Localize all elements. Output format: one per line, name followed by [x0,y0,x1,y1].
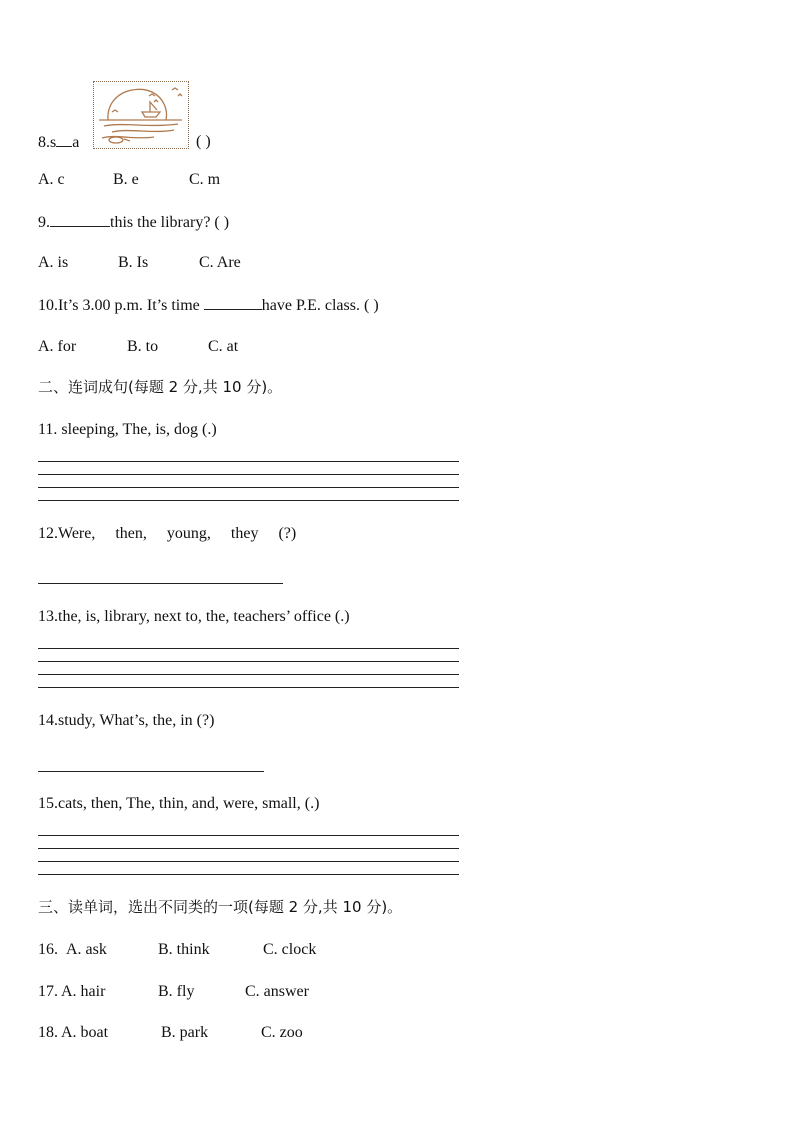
q9-number: 9. [38,214,50,231]
q10-text-before: 10.It’s 3.00 p.m. It’s time [38,297,204,314]
q18-option-b: B. park [161,1024,209,1041]
q10-text-after: have P.E. class. ( ) [261,297,379,314]
q8-option-c: C. m [189,171,221,188]
q11-answer-line-2[interactable] [38,474,459,475]
q9-option-b: B. Is [118,254,149,271]
question-11: 11. sleeping, The, is, dog (.) [38,421,217,438]
q13-answer-line-1[interactable] [38,648,459,649]
q15-answer-line-4[interactable] [38,874,459,875]
section-2-title: 二、连词成句(每题 2 分,共 10 分)。 [38,378,283,396]
q8-answer-paren: ( ) [196,133,211,150]
q11-answer-line-3[interactable] [38,487,459,488]
q18-option-a: A. boat [61,1024,109,1041]
q15-answer-line-3[interactable] [38,861,459,862]
question-14: 14.study, What’s, the, in (?) [38,712,215,729]
q18-option-c: C. zoo [261,1024,303,1041]
q11-answer-line-4[interactable] [38,500,459,501]
q8-option-a: A. c [38,171,65,188]
sunset-sea-boat-picture [93,81,189,149]
q14-answer-line[interactable] [38,771,264,772]
q16-option-a: A. ask [66,941,107,958]
q11-answer-line-1[interactable] [38,461,459,462]
q13-answer-line-3[interactable] [38,674,459,675]
q15-answer-line-1[interactable] [38,835,459,836]
q17-number: 17. [38,983,58,1000]
q10-blank[interactable] [204,295,262,310]
q17-option-a: A. hair [61,983,106,1000]
q18-number: 18. [38,1024,58,1041]
q10-option-c: C. at [208,338,239,355]
q13-answer-line-4[interactable] [38,687,459,688]
question-9 [38,212,229,233]
question-12: 12.Were, then, young, they (?) [38,525,297,542]
q16-option-c: C. clock [263,941,317,958]
q9-text: this the library? ( ) [110,214,230,231]
question-8 [38,132,79,153]
sunset-picture-icon [94,82,188,148]
q12-answer-line[interactable] [38,583,283,584]
q17-option-c: C. answer [245,983,309,1000]
q10-option-a: A. for [38,338,77,355]
q9-option-c: C. Are [199,254,241,271]
q8-option-b: B. e [113,171,139,188]
q17-option-b: B. fly [158,983,195,1000]
q9-blank[interactable] [50,212,110,227]
q8-suffix: a [72,134,80,151]
q16-number: 16. [38,941,58,958]
q15-answer-line-2[interactable] [38,848,459,849]
q16-option-b: B. think [158,941,210,958]
q13-answer-line-2[interactable] [38,661,459,662]
q10-option-b: B. to [127,338,159,355]
question-10 [38,295,379,316]
q8-letter-blank[interactable] [56,132,72,147]
question-13: 13.the, is, library, next to, the, teachers’ office (.) [38,608,350,625]
q9-option-a: A. is [38,254,69,271]
section-3-title: 三、读单词，选出不同类的一项(每题 2 分,共 10 分)。 [38,898,403,916]
question-15: 15.cats, then, The, thin, and, were, small, (.) [38,795,320,812]
q8-prefix: 8.s [38,134,57,151]
